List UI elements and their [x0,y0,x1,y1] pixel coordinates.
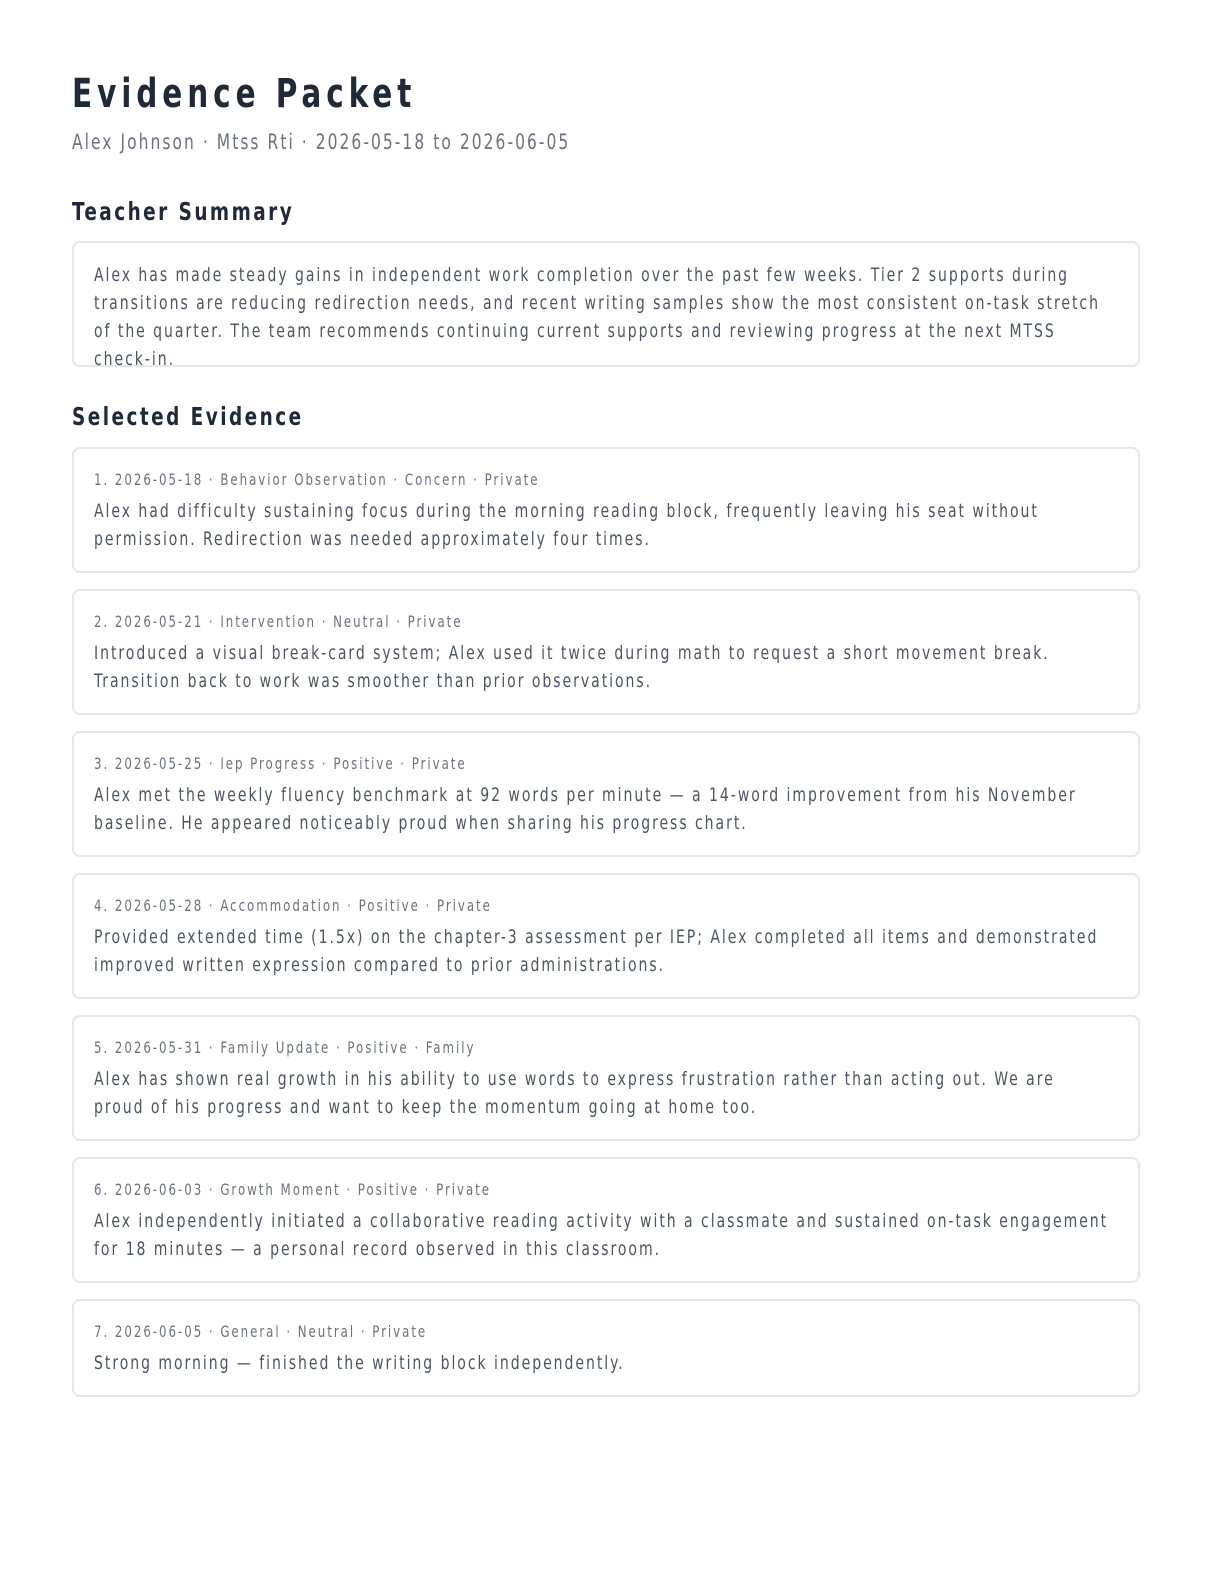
evidence-meta: 6. 2026-06-03 · Growth Moment · Positive · Private [94,1180,492,1199]
evidence-list [72,447,1140,1397]
evidence-text: Strong morning — finished the writing block independently. [94,1352,625,1374]
evidence-card-7 [72,1299,1140,1397]
teacher-summary-text: Alex has made steady gains in independent work completion over the past few weeks. Tier 2 supports during transitions are reducing redirection needs, and recent writing samples show the most consistent on-task stretch of the quarter. The team recommends continuing current supports and reviewing progress at the next MTSS check-in. [94,264,1100,370]
evidence-card-5 [72,1015,1140,1141]
teacher-summary-card [72,241,1140,370]
evidence-card-4 [72,873,1140,999]
evidence-meta: 2. 2026-05-21 · Intervention · Neutral · Private [94,612,463,631]
evidence-meta: 7. 2026-06-05 · General · Neutral · Private [94,1322,428,1341]
evidence-text: Introduced a visual break-card system; Alex used it twice during math to request a short movement break. Transition back to work was smoother than prior observations. [94,642,1050,692]
page-title: Evidence Packet [72,71,417,117]
teacher-summary-heading: Teacher Summary [72,197,295,226]
evidence-meta: 4. 2026-05-28 · Accommodation · Positive · Private [94,896,492,915]
evidence-card-6 [72,1157,1140,1283]
evidence-card-2 [72,589,1140,715]
evidence-card-1 [72,447,1140,573]
evidence-text: Alex independently initiated a collaborative reading activity with a classmate and sustained on-task engagement for 18 minutes — a personal record observed in this classroom. [94,1210,1109,1260]
evidence-meta: 5. 2026-05-31 · Family Update · Positive · Family [94,1038,476,1057]
evidence-text: Provided extended time (1.5x) on the chapter-3 assessment per IEP; Alex completed all items and demonstrated improved written expression compared to prior administrations. [94,926,1099,976]
evidence-packet-page [72,70,1140,1413]
evidence-card-3 [72,731,1140,857]
evidence-meta: 3. 2026-05-25 · Iep Progress · Positive · Private [94,754,467,773]
selected-evidence-heading: Selected Evidence [72,402,304,431]
evidence-meta: 1. 2026-05-18 · Behavior Observation · Concern · Private [94,470,540,489]
page-subtitle: Alex Johnson · Mtss Rti · 2026-05-18 to 2026-06-05 [72,130,571,154]
evidence-text: Alex has shown real growth in his ability to use words to express frustration rather than acting out. We are proud of his progress and want to keep the momentum going at home too. [94,1068,1055,1118]
evidence-text: Alex met the weekly fluency benchmark at 92 words per minute — a 14-word improvement from his November baseline. He appeared noticeably proud when sharing his progress chart. [94,784,1077,834]
evidence-text: Alex had difficulty sustaining focus during the morning reading block, frequently leaving his seat without permission. Redirection was needed approximately four times. [94,500,1039,550]
